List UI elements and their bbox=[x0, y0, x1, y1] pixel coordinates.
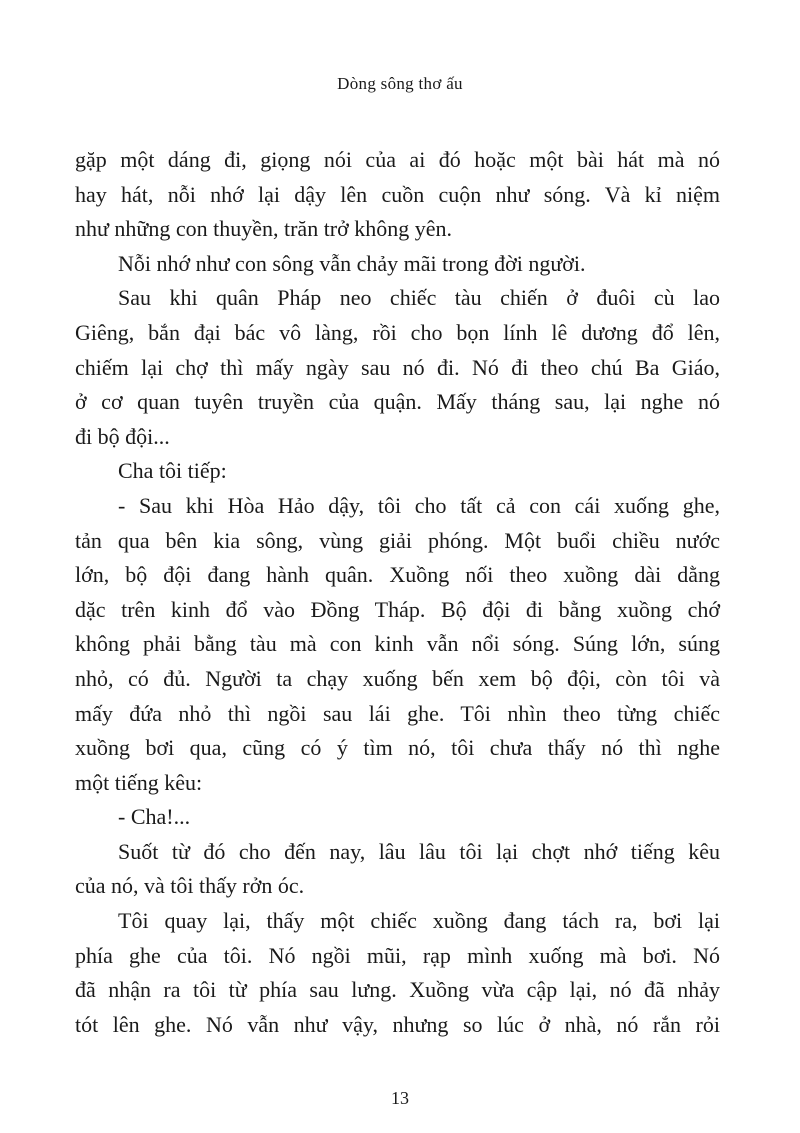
paragraph bbox=[75, 454, 720, 489]
text-line: Tôi quay lại, thấy một chiếc xuồng đang tách ra, bơi lại bbox=[118, 908, 720, 934]
text-line: hay hát, nỗi nhớ lại dậy lên cuồn cuộn như sóng. Và kỉ niệm bbox=[75, 181, 720, 207]
text-line: Giêng, bắn đại bác vô làng, rồi cho bọn lính lê dương đổ lên, bbox=[75, 319, 720, 345]
text-line: đi bộ đội... bbox=[75, 423, 170, 449]
text-line: Nỗi nhớ như con sông vẫn chảy mãi trong đời người. bbox=[118, 250, 586, 276]
paragraph bbox=[75, 800, 720, 835]
text-line: tản qua bên kia sông, vùng giải phóng. Một buổi chiều nước bbox=[75, 527, 720, 553]
running-header-title: Dòng sông thơ ấu bbox=[337, 74, 463, 93]
paragraph bbox=[75, 835, 720, 904]
text-line: ở cơ quan tuyên truyền của quận. Mấy tháng sau, lại nghe nó bbox=[75, 389, 720, 415]
text-line: Sau khi quân Pháp neo chiếc tàu chiến ở đuôi cù lao bbox=[118, 285, 720, 311]
text-line: như những con thuyền, trăn trở không yên. bbox=[75, 216, 453, 242]
text-line: dặc trên kinh đổ vào Đồng Tháp. Bộ đội đi bằng xuồng chớ bbox=[75, 596, 720, 622]
text-line: Suốt từ đó cho đến nay, lâu lâu tôi lại chợt nhớ tiếng kêu bbox=[118, 838, 720, 864]
text-line: nhỏ, có đủ. Người ta chạy xuống bến xem bộ đội, còn tôi và bbox=[75, 665, 720, 691]
text-line: xuồng bơi qua, cũng có ý tìm nó, tôi chưa thấy nó thì nghe bbox=[75, 735, 720, 761]
text-line: Cha tôi tiếp: bbox=[118, 458, 227, 484]
text-line: - Sau khi Hòa Hảo dậy, tôi cho tất cả con cái xuống ghe, bbox=[118, 492, 720, 518]
paragraph bbox=[75, 489, 720, 800]
text-line: của nó, và tôi thấy rởn óc. bbox=[75, 873, 305, 899]
paragraph bbox=[75, 904, 720, 1042]
text-line: - Cha!... bbox=[118, 804, 191, 830]
body-text bbox=[75, 143, 720, 1042]
text-line: chiếm lại chợ thì mấy ngày sau nó đi. Nó đi theo chú Ba Giáo, bbox=[75, 354, 720, 380]
paragraph bbox=[75, 143, 720, 247]
text-line: đã nhận ra tôi từ phía sau lưng. Xuồng vừa cập lại, nó đã nhảy bbox=[75, 977, 720, 1003]
text-line: mấy đứa nhỏ thì ngồi sau lái ghe. Tôi nhìn theo từng chiếc bbox=[75, 700, 720, 726]
text-line: tót lên ghe. Nó vẫn như vậy, nhưng so lúc ở nhà, nó rắn rỏi bbox=[75, 1011, 720, 1037]
page-number: 13 bbox=[391, 1088, 409, 1108]
text-line: không phải bằng tàu mà con kinh vẫn nổi sóng. Súng lớn, súng bbox=[75, 631, 720, 657]
paragraph bbox=[75, 247, 720, 282]
text-line: lớn, bộ đội đang hành quân. Xuồng nối theo xuồng dài dằng bbox=[75, 562, 720, 588]
text-line: phía ghe của tôi. Nó ngồi mũi, rạp mình xuống mà bơi. Nó bbox=[75, 942, 720, 968]
text-line: gặp một dáng đi, giọng nói của ai đó hoặc một bài hát mà nó bbox=[75, 147, 720, 172]
paragraph bbox=[75, 281, 720, 454]
text-line: một tiếng kêu: bbox=[75, 769, 203, 795]
